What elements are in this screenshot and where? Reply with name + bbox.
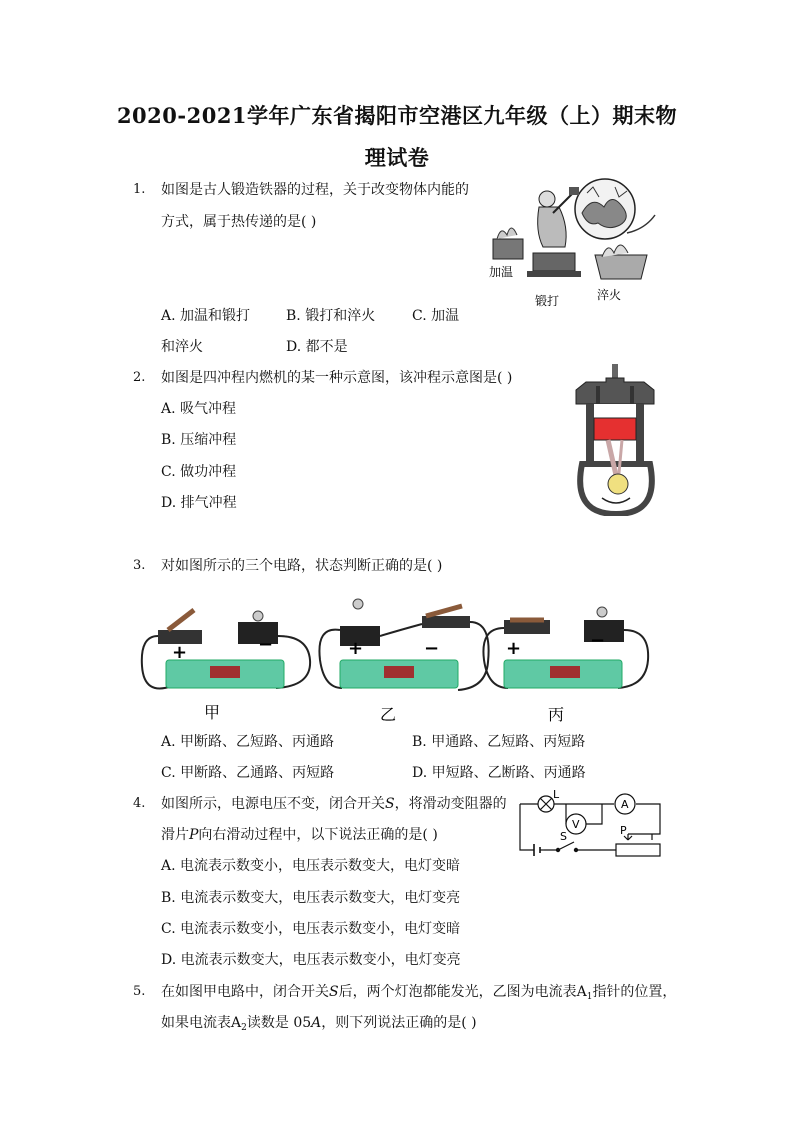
q5-number: 5. xyxy=(133,984,146,999)
svg-text:+: + xyxy=(506,638,522,659)
q2-option-c[interactable]: C. 做功冲程 xyxy=(161,464,237,480)
q1-option-d[interactable]: D. 都不是 xyxy=(286,339,348,355)
svg-text:−: − xyxy=(590,630,606,651)
q2-option-a[interactable]: A. 吸气冲程 xyxy=(161,401,237,417)
q2-option-b[interactable]: B. 压缩冲程 xyxy=(161,432,237,448)
q1-number: 1. xyxy=(133,182,146,197)
q5-stem-line2: 如果电流表$A_2$读数是 05A，则下列说法正确的是( ) xyxy=(161,1015,477,1033)
q3-option-c[interactable]: C. 甲断路、乙通路、丙短路 xyxy=(161,765,335,781)
page-title-line1: 2020-2021学年广东省揭阳市空港区九年级（上）期末物 xyxy=(116,103,678,128)
circuit-diagram xyxy=(516,788,664,860)
svg-text:−: − xyxy=(258,634,274,655)
q1-option-c-cont: 和淬火 xyxy=(161,339,203,355)
forging-figure xyxy=(487,173,663,313)
q3-option-d[interactable]: D. 甲短路、乙断路、丙通路 xyxy=(412,765,586,781)
q4-option-c[interactable]: C. 电流表示数变小，电压表示数变小，电灯变暗 xyxy=(161,921,461,937)
svg-text:+: + xyxy=(172,642,188,663)
q4-option-d[interactable]: D. 电流表示数变大，电压表示数变小，电灯变亮 xyxy=(161,952,461,968)
forging-label-forge: 锻打 xyxy=(535,294,560,308)
circuit-label-yi: 乙 xyxy=(380,705,397,722)
svg-text:−: − xyxy=(424,638,440,659)
q1-option-c[interactable]: C. 加温 xyxy=(412,308,460,324)
q1-stem-line1: 如图是古人锻造铁器的过程，关于改变物体内能的 xyxy=(161,182,469,198)
q4-number: 4. xyxy=(133,796,146,811)
page-title-line2: 理试卷 xyxy=(364,145,430,170)
q2-option-d[interactable]: D. 排气冲程 xyxy=(161,495,237,511)
q4-option-a[interactable]: A. 电流表示数变小，电压表示数变大，电灯变暗 xyxy=(161,858,461,874)
circuit-bing xyxy=(483,607,648,688)
label-lamp: L xyxy=(553,788,560,801)
q5-stem-line1: 在如图甲电路中，闭合开关S后，两个灯泡都能发光，乙图为电流表$A_1$指针的位置， xyxy=(161,984,677,1002)
q3-option-a[interactable]: A. 甲断路、乙短路、丙通路 xyxy=(161,734,335,750)
q4-option-b[interactable]: B. 电流表示数变大，电压表示数变大，电灯变亮 xyxy=(161,890,461,906)
forging-label-heat: 加温 xyxy=(489,265,514,279)
three-circuits-figure xyxy=(140,590,660,722)
q4-stem-line1: 如图所示，电源电压不变，闭合开关S，将滑动变阻器的 xyxy=(161,796,507,812)
q2-stem: 如图是四冲程内燃机的某一种示意图，该冲程示意图是( ) xyxy=(161,370,513,386)
circuit-yi xyxy=(319,599,488,690)
q1-option-a[interactable]: A. 加温和锻打 xyxy=(161,308,251,324)
label-slider: P xyxy=(620,824,627,837)
q2-number: 2. xyxy=(133,370,146,385)
q3-option-b[interactable]: B. 甲通路、乙短路、丙短路 xyxy=(412,734,586,750)
q4-stem-line2: 滑片P向右滑动过程中，以下说法正确的是( ) xyxy=(161,827,438,843)
label-ammeter: A xyxy=(621,798,629,811)
q3-number: 3. xyxy=(133,558,146,573)
circuit-label-bing: 丙 xyxy=(548,705,565,722)
label-voltmeter: V xyxy=(572,818,580,831)
engine-figure xyxy=(572,364,662,516)
label-switch: S xyxy=(560,830,567,843)
q3-stem: 对如图所示的三个电路，状态判断正确的是( ) xyxy=(161,558,443,574)
circuit-jia xyxy=(142,610,310,689)
svg-text:+: + xyxy=(348,638,364,659)
q1-option-b[interactable]: B. 锻打和淬火 xyxy=(286,308,376,324)
circuit-label-jia: 甲 xyxy=(204,703,221,722)
forging-label-quench: 淬火 xyxy=(597,288,622,302)
q1-stem-line2: 方式，属于热传递的是( ) xyxy=(161,214,317,230)
